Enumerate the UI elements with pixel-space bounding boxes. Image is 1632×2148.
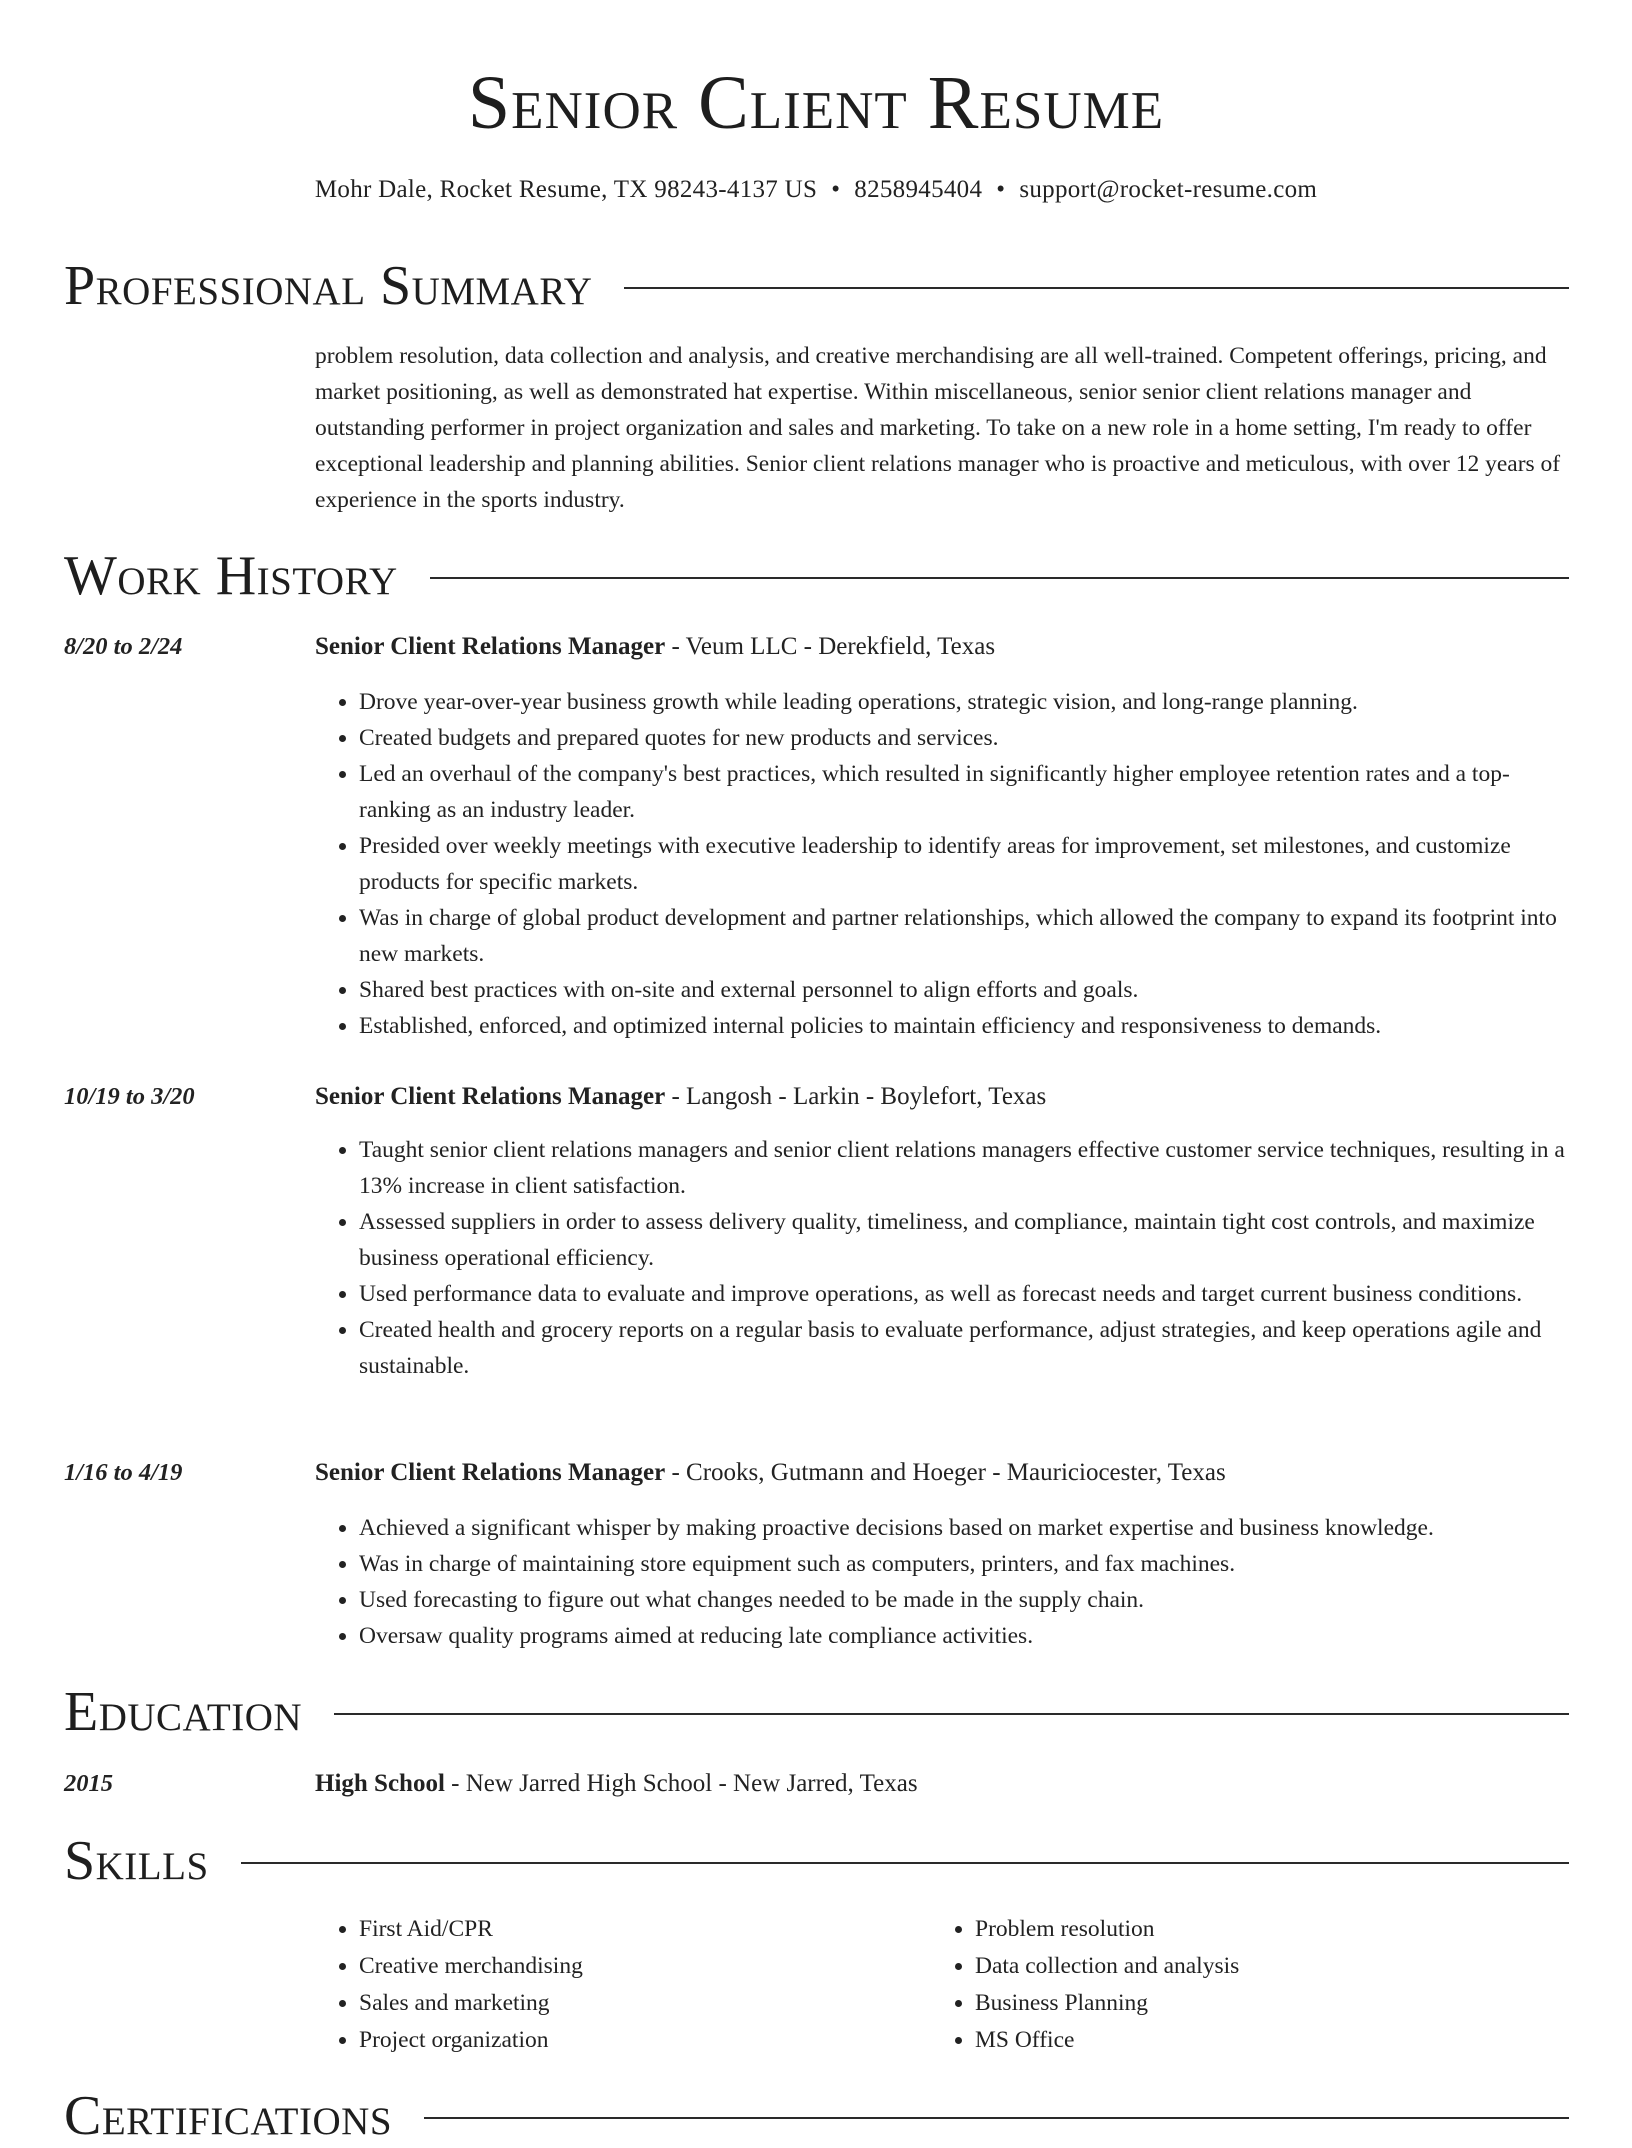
section-heading-education xyxy=(64,1680,1569,1744)
job-heading xyxy=(315,1455,1226,1491)
summary-text: problem resolution, data collection and analysis, and creative merchandising are all well-trained. Competent offerings, pricing, and market positioning, as well as demonstrated hat expertise. Within miscellaneous, senior senior client relations manager and outstanding performer in project organization and sales and marketing. To take on a new role in a home setting, I'm ready to offer exceptional leadership and planning abilities. Senior client relations manager who is proactive and meticulous, with over 12 years of experience in the sports industry. xyxy=(315,343,1561,513)
list-item: • Used performance data to evaluate and improve operations, as well as forecast needs and target current business conditions. xyxy=(359,1276,1565,1312)
skill-item: • First Aid/CPR xyxy=(359,1911,875,1948)
education-entry xyxy=(315,1766,918,1802)
list-item: • Was in charge of maintaining store equipment such as computers, printers, and fax machines. xyxy=(359,1546,1565,1582)
job-employer: - Crooks, Gutmann and Hoeger - Mauriciocester, Texas xyxy=(665,1459,1226,1486)
section-heading-summary xyxy=(64,254,1569,318)
list-item: • Drove year-over-year business growth while leading operations, strategic vision, and long-range planning. xyxy=(359,684,1565,720)
section-title: Education xyxy=(64,1681,303,1743)
contact-separator: • xyxy=(831,176,841,203)
skill-item: • Business Planning xyxy=(975,1985,1491,2022)
job-heading xyxy=(315,1079,1046,1115)
section-title: Professional Summary xyxy=(64,255,593,317)
skills-list-right xyxy=(931,1911,1491,2059)
job-employer: - Veum LLC - Derekfield, Texas xyxy=(665,633,996,660)
contact-separator: • xyxy=(996,176,1006,203)
list-item: • Used forecasting to figure out what changes needed to be made in the supply chain. xyxy=(359,1582,1565,1618)
section-rule xyxy=(430,577,1569,579)
section-rule xyxy=(424,2117,1569,2119)
job-dates: 8/20 to 2/24 xyxy=(64,633,183,660)
skill-item: • Project organization xyxy=(359,2022,875,2059)
skill-item: • Problem resolution xyxy=(975,1911,1491,1948)
section-heading-certifications xyxy=(64,2084,1569,2148)
section-rule xyxy=(624,287,1569,289)
job-title: Senior Client Relations Manager xyxy=(315,633,666,660)
list-item: • Taught senior client relations managers and senior client relations managers effective customer service techniques, resulting in a 13% increase in client satisfaction. xyxy=(359,1132,1565,1204)
job-employer: - Langosh - Larkin - Boylefort, Texas xyxy=(665,1083,1047,1110)
contact-line xyxy=(0,172,1632,208)
section-heading-work xyxy=(64,544,1569,608)
contact-email: support@rocket-resume.com xyxy=(1019,176,1318,203)
job-bullets xyxy=(315,684,1565,1044)
job-title: Senior Client Relations Manager xyxy=(315,1083,666,1110)
education-degree: High School xyxy=(315,1770,445,1797)
list-item: • Shared best practices with on-site and external personnel to align efforts and goals. xyxy=(359,972,1565,1008)
contact-phone: 8258945404 xyxy=(854,176,983,203)
education-year: 2015 xyxy=(64,1770,113,1797)
list-item: • Created health and grocery reports on a regular basis to evaluate performance, adjust strategies, and keep operations agile and sustainable. xyxy=(359,1312,1565,1384)
list-item: • Created budgets and prepared quotes for new products and services. xyxy=(359,720,1565,756)
section-heading-skills xyxy=(64,1829,1569,1893)
skill-item: • MS Office xyxy=(975,2022,1491,2059)
skill-item: • Data collection and analysis xyxy=(975,1948,1491,1985)
list-item: • Achieved a significant whisper by making proactive decisions based on market expertise and business knowledge. xyxy=(359,1510,1565,1546)
skill-item: • Creative merchandising xyxy=(359,1948,875,1985)
section-title: Certifications xyxy=(64,2085,393,2147)
section-title: Work History xyxy=(64,545,398,607)
skill-item: • Sales and marketing xyxy=(359,1985,875,2022)
list-item: • Established, enforced, and optimized internal policies to maintain efficiency and responsiveness to demands. xyxy=(359,1008,1565,1044)
job-title: Senior Client Relations Manager xyxy=(315,1459,666,1486)
job-bullets xyxy=(315,1510,1565,1654)
section-title: Skills xyxy=(64,1830,209,1892)
list-item: • Oversaw quality programs aimed at reducing late compliance activities. xyxy=(359,1618,1565,1654)
list-item: • Was in charge of global product development and partner relationships, which allowed the company to expand its footprint into new markets. xyxy=(359,900,1565,972)
list-item: • Assessed suppliers in order to assess delivery quality, timeliness, and compliance, maintain tight cost controls, and maximize business operational efficiency. xyxy=(359,1204,1565,1276)
education-school: - New Jarred High School - New Jarred, Texas xyxy=(444,1770,918,1797)
contact-address: Mohr Dale, Rocket Resume, TX 98243-4137 US xyxy=(314,176,818,203)
job-bullets xyxy=(315,1132,1565,1384)
resume-title: Senior Client Resume xyxy=(467,61,1165,145)
job-heading xyxy=(315,629,995,665)
list-item: • Presided over weekly meetings with executive leadership to identify areas for improvement, set milestones, and customize products for specific markets. xyxy=(359,828,1565,900)
section-rule xyxy=(241,1862,1569,1864)
section-rule xyxy=(334,1713,1569,1715)
job-dates: 10/19 to 3/20 xyxy=(64,1083,195,1110)
skills-list-left xyxy=(315,1911,875,2059)
job-dates: 1/16 to 4/19 xyxy=(64,1459,183,1486)
list-item: • Led an overhaul of the company's best practices, which resulted in significantly higher employee retention rates and a top-ranking as an industry leader. xyxy=(359,756,1565,828)
